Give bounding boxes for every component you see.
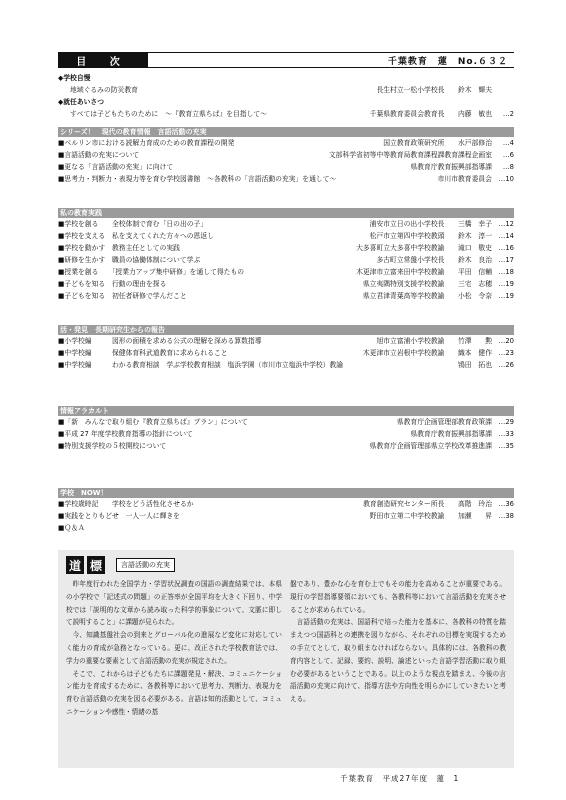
toc-header — [58, 52, 514, 68]
editorial-kanji-2: 標 — [87, 556, 105, 574]
toc-title: 目 次 — [58, 52, 148, 68]
toc-entry[interactable]: ■学校歳時記 学校をどう活性化させるか 教育創造研究センター所長 高階 玲治 …36 — [58, 500, 514, 508]
toc-entry[interactable]: ■平成 27 年度学校教育指導の指針について 県教育庁教育振興部指導課 …33 — [58, 430, 514, 438]
toc-entry[interactable]: ■学校を支える 私を支えてくれた方々への恩返し 松戸市立第四中学校教頭 鈴木 淳一 …14 — [58, 232, 514, 240]
editorial-theme: 言語活動の充実 — [116, 558, 175, 572]
intro-head: ◆就任あいさつ — [58, 98, 105, 106]
series-list — [58, 137, 514, 185]
toc-entry[interactable]: ■研修を生かす 職員の協働体制について学ぶ 多古町立常盤小学校長 鈴木 良治 …17 — [58, 256, 514, 264]
practice-band: 私の教育実践 — [58, 208, 514, 218]
toc-entry[interactable]: ■小学校編 図形の面積を求める公式の理解を深める算数指導 旭市立富浦小学校教諭 竹澤 勲 …20 — [58, 337, 514, 345]
series-band: シリーズ！ 現代の教育情報 言語活動の充実 — [58, 127, 514, 137]
series-section — [58, 127, 514, 185]
toc-entry[interactable]: ■中学校編 わかる教育相談 学ぶ学校教育相談 塩浜学園（市川市立塩浜中学校）教諭 鴇田 拓也 …26 — [58, 361, 514, 369]
intro-head: ◆学校自慢 — [58, 74, 91, 82]
intro-section — [58, 72, 514, 120]
editorial-paragraph: 昨年度行われた全国学力・学習状況調査の国語の調査結果では、本県の小学校で「記述式の問題」の正答率が全国平均を大きく下回り、中学校では「説明的な文章から読み取った科学的事象について、文脈に即して説明すること」に課題が見られた。 — [66, 580, 282, 627]
toc-entry[interactable]: ■実践をとりもどせ 一人一人に輝きを 野田市立第二中学校教諭 加瀬 昇 …38 — [58, 512, 514, 520]
toc-entry[interactable]: 地域ぐるみの防災教育 長生村立一松小学校長 鈴木 輝夫 — [70, 86, 492, 94]
toc-entry[interactable]: ■学校を創る 全校体制で育む「日の出の子」 浦安市立日の出小学校長 三橋 幸子 …12 — [58, 220, 514, 228]
toc-entry[interactable]: ■Ｑ＆Ａ — [58, 524, 85, 532]
editorial-kanji-1: 道 — [66, 556, 84, 574]
page-footer: 千葉教育 平成27年度 蓮 1 — [340, 774, 460, 783]
practice-section — [58, 208, 514, 302]
toc-entry[interactable]: ■授業を創る 「授業力アップ集中研修」を通して得たもの 木更津市立富来田中学校教諭 平田 信輔 …18 — [58, 268, 514, 276]
report-band: 活・発見 長期研究生からの報告 — [58, 325, 514, 335]
editorial-paragraph: そこで、これからは子どもたちに課題発見・解決、コミュニケーション能力を育成するために、各教科等において思考力、判断力、表現力を育む言語活動の充実を図る必要がある。言語は知的活動として、コミュニケーションや感性・情緒の基 — [66, 669, 282, 716]
toc-entry[interactable]: ■「新 みんなで取り組む『教育立県ちば』プラン」について 県教育庁企画管理部教育政策課 …29 — [58, 418, 514, 426]
now-section — [58, 488, 514, 534]
now-band: 学校 NOW！ — [58, 488, 514, 498]
toc-entry[interactable]: ■中学校編 保健体育科武道教育に求められること 木更津市立岩根中学校教諭 織本 健作 …23 — [58, 349, 514, 357]
toc-entry[interactable]: すべては子どもたちのために ～『教育立県ちば』を目指して～ 千葉県教育委員会教育長 内藤 敏也 …2 — [70, 110, 514, 118]
info-section — [58, 406, 514, 452]
editorial-paragraph: 今、知識基盤社会の到来とグローバル化の進展など変化に対応していく能力の育成が急務となっている。更に、改正された学校教育法では、学力の重要な要素として言語活動の充実が規定された。 — [66, 631, 282, 665]
toc-entry[interactable]: ■特別支援学校の５校開校について 県教育庁企画管理部県立学校改革推進課 …35 — [58, 442, 514, 450]
editorial-column-right — [290, 578, 506, 706]
toc-entry[interactable]: ■ベルリン市における読解力育成のための教育課程の開発 国立教育政策研究所 水戸部修治 …4 — [58, 139, 514, 147]
info-band: 情報アラカルト — [58, 406, 514, 416]
editorial-paragraph: 言語活動の充実は、国語科で培った能力を基本に、各教科の特質を踏まえつつ国語科との連携を図りながら、それぞれの目標を実現するための手立てとして、取り組まなければならない。具体的には、各教科の教育内容として、記録、要約、説明、論述といった言語学習活動に取り組む必要があるということである。以上のような視点を踏まえ、今後の言語活動の充実に向けて、指導方法や方向性を明らかにしていきたいと考える。 — [290, 618, 506, 704]
toc-entry[interactable]: ■思考力・判断力・表現力等を育む学校図書館 ～各教科の「言語活動の充実」を通して～ 市川市教育委員会 …10 — [58, 175, 514, 183]
toc-entry[interactable]: ■学校を動かす 教務主任としての実践 大多喜町立大多喜中学校教諭 滝口 敬史 …16 — [58, 244, 514, 252]
toc-entry[interactable]: ■更なる「言語活動の充実」に向けて 県教育庁教育振興部指導課 …8 — [58, 163, 514, 171]
toc-entry[interactable]: ■子どもを知る 初任者研修で学んだこと 県立君津青葉高等学校教諭 小松 令奈 …19 — [58, 292, 514, 300]
report-section — [58, 325, 514, 371]
editorial-title — [66, 556, 175, 574]
publication-label: 千葉教育 蓮 No.６３２ — [148, 52, 514, 68]
toc-entry[interactable]: ■言語活動の充実について 文部科学省初等中等教育局教育課程課教育課程企画室 …6 — [58, 151, 514, 159]
toc-entry[interactable]: ■子どもを知る 行動の理由を探る 県立夷隅特別支援学校教諭 三宅 志穂 …19 — [58, 280, 514, 288]
editorial-paragraph: 盤であり、豊かな心を育む上でもその能力を高めることが重要である。現行の学習指導要領においても、各教科等において言語活動を充実させることが求められている。 — [290, 580, 506, 614]
editorial-column-left — [66, 578, 282, 719]
